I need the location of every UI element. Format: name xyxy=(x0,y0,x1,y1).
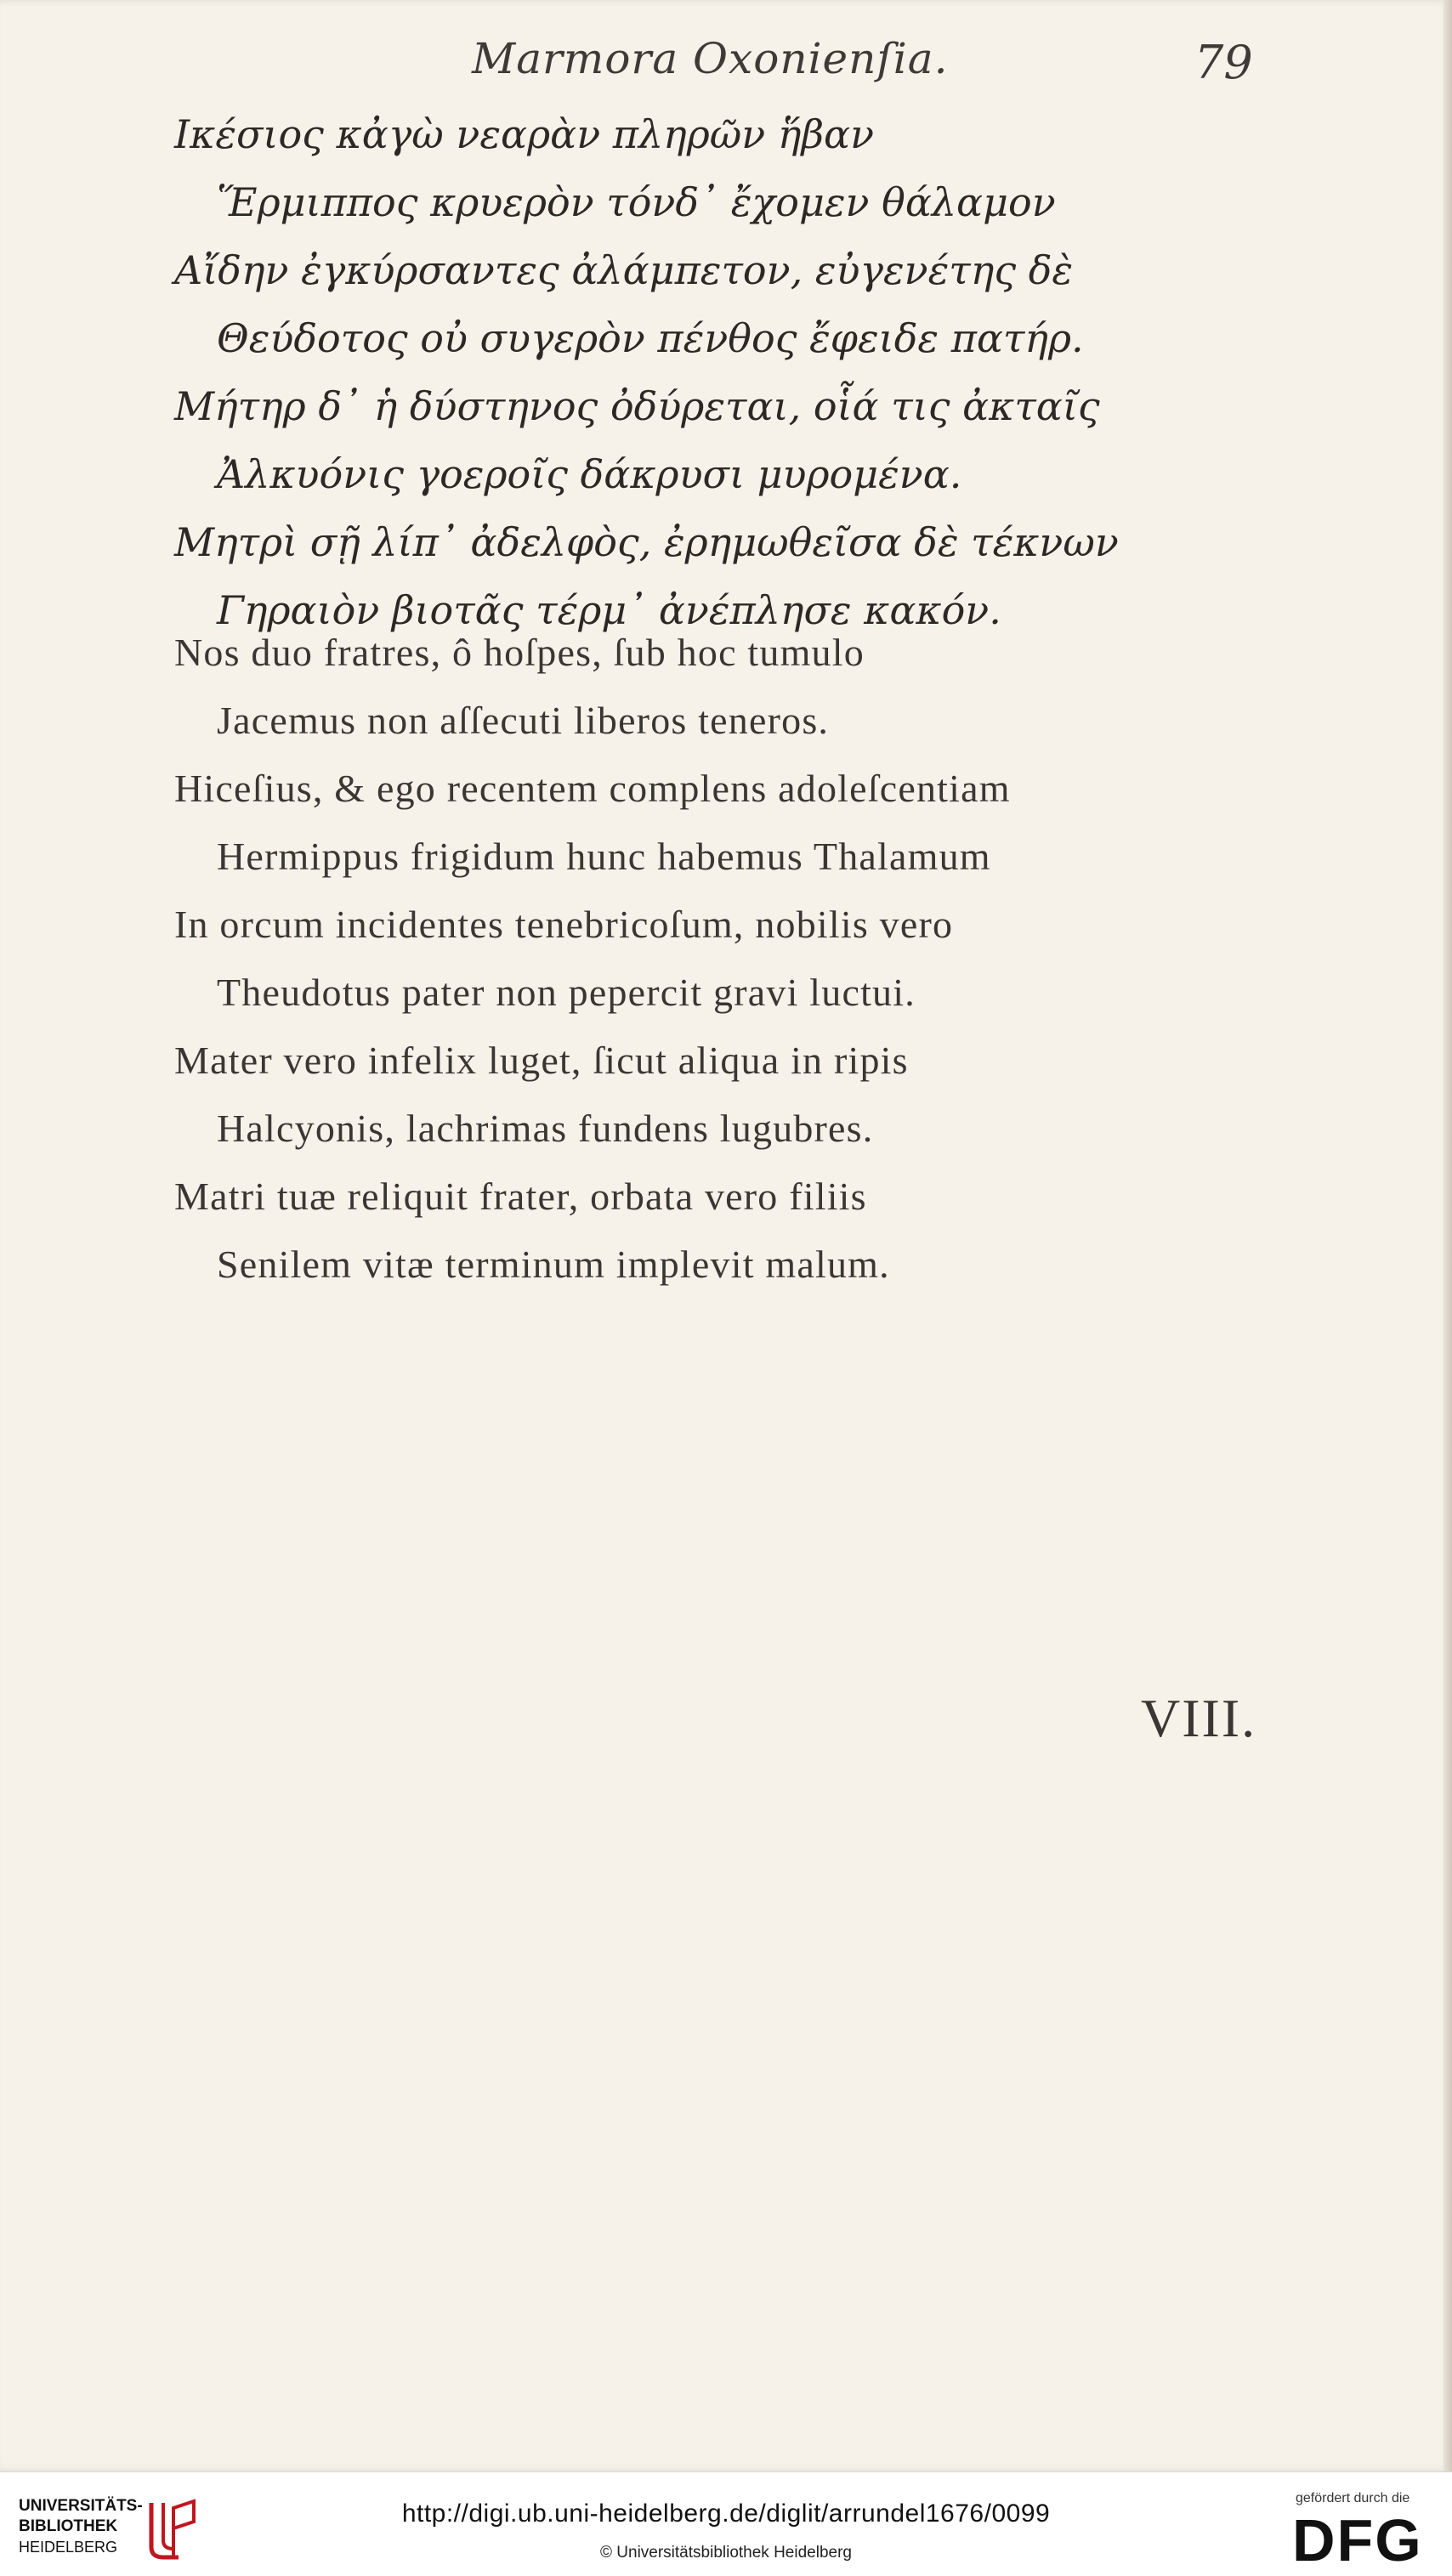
latin-line: Halcyonis, lachrimas fundens lugubres. xyxy=(217,1107,874,1150)
latin-line: Hiceſius, & ego recentem complens adoleſcentiam xyxy=(174,767,1011,810)
greek-line: Γηραιὸν βιοτᾶς τέρμ᾽ ἀνέπλησε κακόν. xyxy=(217,587,1001,633)
greek-line: Ἀλκυόνις γοεροῖς δάκρυσι μυρομένα. xyxy=(217,451,962,497)
permalink-url[interactable]: http://digi.ub.uni-heidelberg.de/diglit/arrundel1676/0099 xyxy=(401,2500,1051,2528)
running-head: Marmora Oxonienſia. xyxy=(472,34,949,83)
viewer-footer xyxy=(0,2471,1452,2576)
catchword: VIII. xyxy=(1141,1688,1257,1748)
logo-text-line: BIBLIOTHEK xyxy=(19,2517,118,2535)
latin-translation xyxy=(0,619,1011,1299)
latin-line: Nos duo fratres, ô hoſpes, ſub hoc tumulo xyxy=(174,631,865,674)
logo-text-line: HEIDELBERG xyxy=(19,2539,118,2556)
latin-line: Mater vero infelix luget, ſicut aliqua in ripis xyxy=(174,1039,909,1082)
greek-line: Αἴδην ἐγκύρσαντες ἀλάμπετον, εὐγενέτης δὲ xyxy=(174,247,1074,293)
greek-line: Ἕρμιππος κρυερὸν τόνδ᾽ ἔχομεν θάλαμον xyxy=(217,179,1056,225)
greek-epigram xyxy=(0,100,1119,644)
page-edge xyxy=(1443,0,1452,2471)
latin-line: In orcum incidentes tenebricoſum, nobilis vero xyxy=(174,903,954,946)
logo-text-line: UNIVERSITÄTS- xyxy=(19,2497,143,2515)
dfg-logo[interactable]: DFG xyxy=(1292,2507,1423,2573)
greek-line: Μητρὶ σῇ λίπ᾽ ἀδελφὸς, ἐρημωθεῖσα δὲ τέκνων xyxy=(174,519,1119,565)
funding-note: gefördert durch die xyxy=(1296,2491,1410,2505)
greek-line: Θεύδοτος οὐ συγερὸν πένθος ἔφειδε πατήρ. xyxy=(217,315,1084,361)
greek-line: Ικέσιος κἀγὼ νεαρὰν πληρῶν ἥβαν xyxy=(174,111,875,157)
latin-line: Theudotus pater non pepercit gravi luctui. xyxy=(217,971,916,1014)
latin-line: Jacemus non aſſecuti liberos teneros. xyxy=(217,699,830,742)
latin-line: Senilem vitæ terminum implevit malum. xyxy=(217,1243,890,1286)
latin-line: Hermippus frigidum hunc habemus Thalamum xyxy=(217,835,991,878)
page-number: 79 xyxy=(1194,36,1253,89)
greek-line: Μήτηρ δ᾽ ἡ δύστηνος ὀδύρεται, οἷά τις ἀκταῖς xyxy=(174,383,1100,429)
latin-line: Matri tuæ reliquit frater, orbata vero filiis xyxy=(174,1175,867,1218)
copyright-notice: © Universitätsbibliothek Heidelberg xyxy=(600,2544,852,2562)
